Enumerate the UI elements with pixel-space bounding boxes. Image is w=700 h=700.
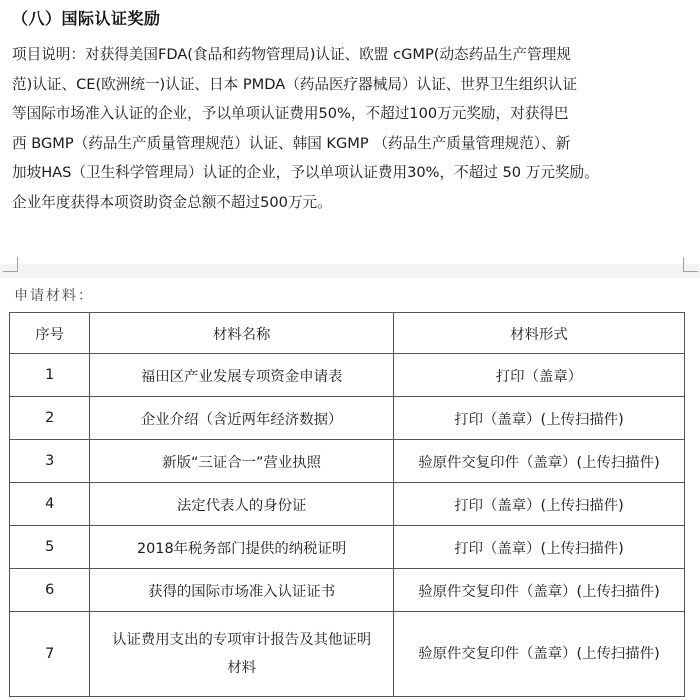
row-material-form: 打印（盖章） bbox=[393, 354, 684, 397]
row-material-name: 法定代表人的身份证 bbox=[90, 483, 394, 526]
row-material-name-line: 材料 bbox=[227, 660, 257, 676]
header-material-form: 材料形式 bbox=[393, 313, 684, 354]
materials-label: 申请材料： bbox=[14, 288, 94, 304]
row-material-form: 验原件交复印件（盖章）(上传扫描件) bbox=[393, 440, 684, 483]
description-line: 项目说明：对获得美国FDA(食品和药物管理局)认证、欧盟 cGMP(动态药品生产管理规 bbox=[12, 46, 571, 63]
project-description bbox=[12, 40, 692, 218]
header-serial: 序号 bbox=[10, 313, 90, 354]
row-material-name: 新版“三证合一”营业执照 bbox=[90, 440, 394, 483]
description-line: 加坡HAS（卫生科学管理局）认证的企业，予以单项认证费用30%，不超过 50 万元奖励。 bbox=[12, 164, 599, 182]
description-line: 范)认证、CE(欧洲统一)认证、日本 PMDA（药品医疗器械局）认证、世界卫生组织认证 bbox=[12, 75, 578, 93]
page-break-gap bbox=[0, 264, 700, 278]
description-line: 等国际市场准入认证的企业，予以单项认证费用50%，不超过100万元奖励，对获得巴 bbox=[12, 105, 569, 123]
row-number: 5 bbox=[10, 526, 90, 569]
header-material-name: 材料名称 bbox=[90, 313, 394, 354]
row-material-form: 打印（盖章）(上传扫描件) bbox=[393, 483, 684, 526]
materials-table bbox=[9, 312, 685, 697]
description-line: 企业年度获得本项资助资金总额不超过500万元。 bbox=[12, 193, 332, 211]
page-corner-mark-right bbox=[683, 257, 698, 272]
page-corner-mark-left bbox=[3, 257, 18, 272]
row-material-name bbox=[90, 612, 394, 697]
row-number: 7 bbox=[10, 612, 90, 697]
table-row bbox=[10, 354, 685, 397]
table-header-row bbox=[10, 313, 685, 354]
row-material-name: 2018年税务部门提供的纳税证明 bbox=[90, 526, 394, 569]
section-heading: （八）国际认证奖励 bbox=[12, 9, 161, 28]
row-material-name-line: 认证费用支出的专项审计报告及其他证明 bbox=[112, 632, 372, 648]
row-number: 2 bbox=[10, 397, 90, 440]
row-material-form: 验原件交复印件（盖章）(上传扫描件) bbox=[393, 569, 684, 612]
row-material-form: 验原件交复印件（盖章）(上传扫描件) bbox=[393, 612, 684, 697]
row-material-form: 打印（盖章）(上传扫描件) bbox=[393, 397, 684, 440]
row-material-name: 获得的国际市场准入认证证书 bbox=[90, 569, 394, 612]
table-row bbox=[10, 397, 685, 440]
row-number: 6 bbox=[10, 569, 90, 612]
row-material-name: 企业介绍（含近两年经济数据） bbox=[90, 397, 394, 440]
table-row bbox=[10, 483, 685, 526]
row-material-form: 打印（盖章）(上传扫描件) bbox=[393, 526, 684, 569]
table-row bbox=[10, 612, 685, 697]
row-number: 1 bbox=[10, 354, 90, 397]
row-number: 4 bbox=[10, 483, 90, 526]
table-row bbox=[10, 526, 685, 569]
description-line: 西 BGMP（药品生产质量管理规范）认证、韩国 KGMP （药品生产质量管理规范）、新 bbox=[12, 134, 571, 152]
table-row bbox=[10, 440, 685, 483]
row-material-name: 福田区产业发展专项资金申请表 bbox=[90, 354, 394, 397]
row-number: 3 bbox=[10, 440, 90, 483]
table-row bbox=[10, 569, 685, 612]
